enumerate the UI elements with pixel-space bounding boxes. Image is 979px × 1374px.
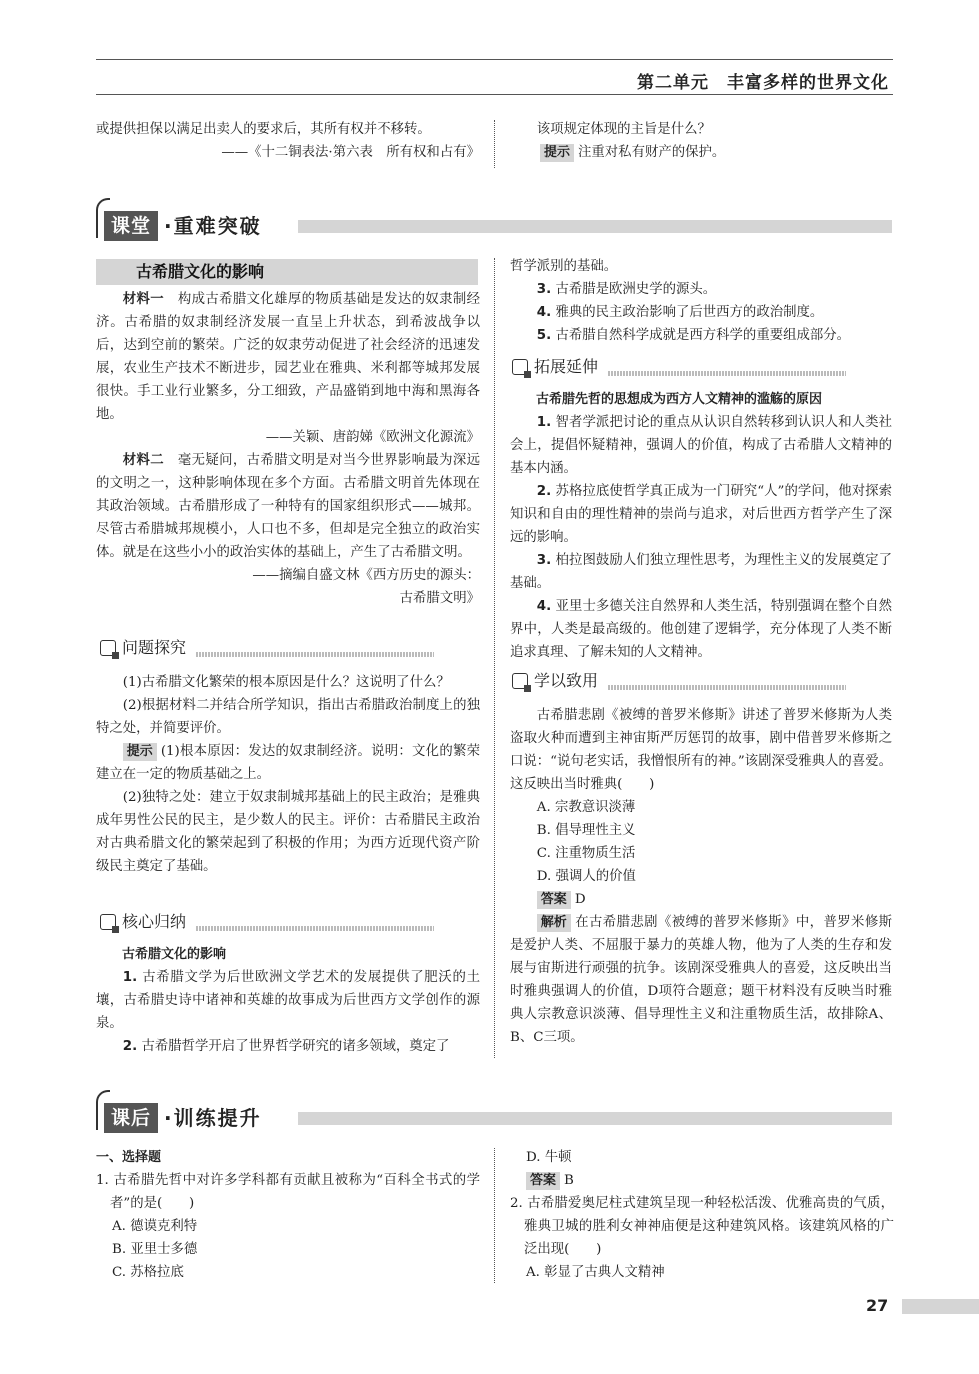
wenti-a2: (2)独特之处：建立于奴隶制城邦基础上的民主政治；是雅典成年男性公民的民主，是少数人的民主。评价：古希腊民主政治对古典希腊文化的繁荣起到了积极的作用；为西方近现代资产阶级民主奠定了基础。 — [96, 790, 480, 874]
wenti-heading: 问题探究 — [100, 637, 434, 659]
wenti-body — [96, 671, 480, 878]
hexin-p4: 4. 雅典的民主政治影响了后世西方的政治制度。 — [536, 305, 824, 320]
exercise-q2-option-a: A. 彰显了古典人文精神 — [526, 1265, 665, 1280]
wenti-q2: (2)根据材料二并结合所学知识，指出古希腊政治制度上的独特之处，并简要评价。 — [96, 698, 480, 736]
material2-source-line1: ——摘编自盛文林《西方历史的源头： — [252, 568, 480, 583]
section-bar — [298, 1112, 892, 1125]
section-icon — [512, 673, 528, 689]
tuozhan-p1: 1. 智者学派把讨论的重点从认识自然转移到认识人和人类社会上，提倡怀疑精神，强调人的价值，构成了古希腊人文精神的基本内涵。 — [510, 415, 892, 476]
xueyi-answer: 答案 D — [510, 888, 892, 911]
answer-tag: 答案 — [526, 1172, 560, 1190]
section-banner-classroom — [96, 198, 892, 250]
material2: 材料二 毫无疑问，古希腊文明是对当今世界影响最为深远的文明之一，这种影响体现在多个方面。古希腊文明首先体现在其政治领域。古希腊形成了一种特有的国家组织形式——城邦。尽管古希腊城邦规模小，人口也不多，但却是完全独立的政治实体。就是在这些小小的政治实体的基础上，产生了古希腊文明。 — [96, 453, 481, 560]
hexin-p2-continued: 哲学派别的基础。 — [510, 259, 618, 274]
section-title: ·重难突破 — [164, 214, 262, 238]
hexin-heading: 核心归纳 — [100, 911, 434, 933]
top-left-source: ——《十二铜表法·第六表 所有权和占有》 — [221, 145, 480, 160]
xueyi-analysis: 解析 在古希腊悲剧《被缚的普罗米修斯》中，普罗米修斯是爱护人类、不屈服于暴力的英雄人物，他为了人类的生存和发展与宙斯进行顽强的抗争。该剧深受雅典人的喜爱，这反映出当时雅典强调人的价值，D项符合题意；题干材料没有反映当时雅典人宗教意识淡薄、倡导理性主义和注重物质生活，故排除A、B、C三项。 — [510, 915, 892, 1045]
tuozhan-body — [510, 388, 892, 664]
unit-title: 第二单元 丰富多样的世界文化 — [637, 73, 889, 93]
exercise-q1-option-b: B. 亚里士多德 — [112, 1242, 198, 1257]
wenti-q1: (1)古希腊文化繁荣的根本原因是什么？这说明了什么？ — [122, 675, 450, 690]
left-column — [96, 288, 480, 610]
exercise-q1-option-d: D. 牛顿 — [526, 1150, 572, 1165]
section-box-label: 课后 — [104, 1103, 158, 1133]
hexin-subtitle: 古希腊文化的影响 — [122, 947, 227, 962]
hexin-p1: 1. 古希腊文学为后世欧洲文学艺术的发展提供了肥沃的土壤，古希腊史诗中诸神和英雄的故事成为后世西方文学创作的源泉。 — [96, 970, 481, 1031]
exercise-q1-option-c: C. 苏格拉底 — [112, 1265, 184, 1280]
tuozhan-heading: 拓展延伸 — [512, 356, 846, 378]
material1: 材料一 构成古希腊文化雄厚的物质基础是发达的奴隶制经济。古希腊的奴隶制经济发展一直呈上升状态，到希波战争以后，达到空前的繁荣。广泛的奴隶劳动促进了社会经济的迅速发展，农业生产技术不断进步，园艺业在雅典、米利都等城邦发展很快。手工业行业繁多，分工细致，产品盛销到地中海和黑海各地。 — [96, 292, 481, 422]
section-banner-after-class — [96, 1090, 892, 1142]
exercise-q1: 1. 古希腊先哲中对许多学科都有贡献且被称为“百科全书式的学者”的是( ) — [96, 1173, 480, 1211]
section-title: ·训练提升 — [164, 1106, 262, 1130]
exercise-q1-option-a: A. 德谟克利特 — [112, 1219, 198, 1234]
tuozhan-subtitle: 古希腊先哲的思想成为西方人文精神的滥觞的原因 — [536, 392, 823, 407]
xueyi-option-b: B. 倡导理性主义 — [536, 823, 636, 838]
exercises-right — [510, 1146, 894, 1284]
answer-tag: 答案 — [537, 891, 571, 909]
header-rule-top — [96, 59, 893, 60]
tuozhan-p3: 3. 柏拉图鼓励人们独立理性思考，为理性主义的发展奠定了基础。 — [510, 553, 892, 591]
exercises-left — [96, 1146, 480, 1284]
page-number: 27 — [866, 1296, 889, 1315]
exercise-column-divider — [494, 1148, 495, 1283]
xueyi-option-c: C. 注重物质生活 — [536, 846, 636, 861]
material1-source: ——关颖、唐韵娣《欧洲文化源流》 — [265, 430, 480, 445]
section-icon — [512, 359, 528, 375]
tuozhan-p2: 2. 苏格拉底使哲学真正成为一门研究“人”的学问，他对探索知识和自由的理性精神的崇尚与追求，对后世西方哲学产生了深远的影响。 — [510, 484, 892, 545]
hexin-body — [96, 943, 480, 1058]
top-right-snippet — [510, 118, 892, 164]
exercise-q1-answer: 答案 B — [510, 1169, 894, 1192]
hint-tag: 提示 — [123, 743, 157, 761]
hexin-p3: 3. 古希腊是欧洲史学的源头。 — [536, 282, 717, 297]
column-divider — [494, 258, 495, 1058]
hexin-p2: 2. 古希腊哲学开启了世界哲学研究的诸多领域，奠定了 — [122, 1039, 450, 1054]
top-left-snippet — [96, 118, 480, 164]
top-right-hint: 注重对私有财产的保护。 — [578, 145, 726, 160]
wenti-a1: 提示 (1)根本原因：发达的奴隶制经济。说明：文化的繁荣建立在一定的物质基础之上。 — [96, 744, 480, 782]
xueyi-body — [510, 704, 892, 1049]
top-left-line: 或提供担保以满足出卖人的要求后，其所有权并不移转。 — [96, 122, 431, 137]
xueyi-option-d: D. 强调人的价值 — [536, 869, 636, 884]
topic-title: 古希腊文化的影响 — [96, 259, 478, 285]
right-column-top — [510, 255, 892, 347]
tuozhan-p4: 4. 亚里士多德关注自然界和人类生活，特别强调在整个自然界中，人类是最高级的。他创建了逻辑学，充分体现了人类不断追求真理、了解未知的人文精神。 — [510, 599, 892, 660]
section-icon — [100, 640, 116, 656]
section-box-label: 课堂 — [104, 211, 158, 241]
material2-source-line2: 古希腊文明》 — [399, 591, 480, 606]
top-column-divider — [494, 120, 495, 168]
header-rule-bottom — [96, 94, 893, 95]
page-number-bar — [902, 1299, 979, 1314]
hint-tag: 提示 — [540, 144, 574, 162]
top-right-question: 该项规定体现的主旨是什么？ — [536, 122, 711, 137]
xueyi-option-a: A. 宗教意识淡薄 — [536, 800, 636, 815]
analysis-tag: 解析 — [537, 914, 571, 932]
section-icon — [100, 914, 116, 930]
xueyi-question: 古希腊悲剧《被缚的普罗米修斯》讲述了普罗米修斯为人类盗取火种而遭到主神宙斯严厉惩罚的故事，剧中借普罗米修斯之口说：“说句老实话，我憎恨所有的神。”该剧深受雅典人的喜爱。这反映出当时雅典( ) — [510, 708, 892, 792]
exercise-heading: 一、选择题 — [96, 1150, 162, 1165]
section-bar — [298, 220, 892, 233]
hexin-p5: 5. 古希腊自然科学成就是西方科学的重要组成部分。 — [536, 328, 851, 343]
xueyi-heading: 学以致用 — [512, 670, 846, 692]
exercise-q2: 2. 古希腊爱奥尼柱式建筑呈现一种轻松活泼、优雅高贵的气质，雅典卫城的胜利女神神庙便是这种建筑风格。该建筑风格的广泛出现( ) — [510, 1196, 894, 1257]
